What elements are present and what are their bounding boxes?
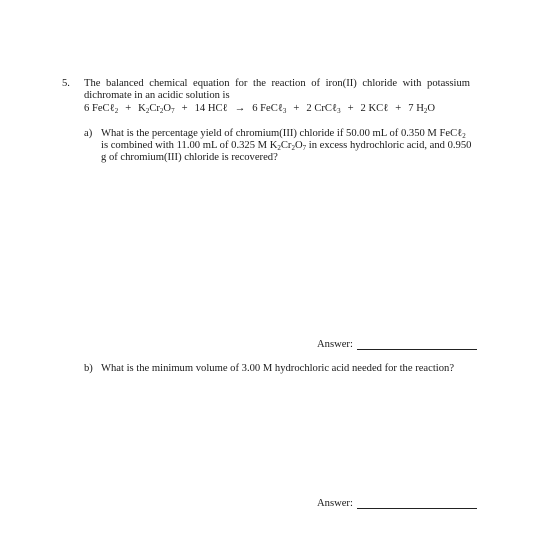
part-b-answer-label: Answer: [317, 498, 353, 509]
part-b-text: What is the minimum volume of 3.00 M hydrochloric acid needed for the reaction? [101, 363, 455, 374]
part-a-line1: What is the percentage yield of chromium(III) chloride if 50.00 mL of 0.350 M FeCℓ$_2$ [101, 128, 466, 140]
equation-term: 2 CrCℓ$_3$ [306, 103, 341, 115]
equation-term: 7 $H_2O$ [408, 103, 436, 115]
equation-term: 6 FeCℓ$_2$ [84, 103, 119, 115]
equation-term: 6 FeCℓ$_3$ [252, 103, 287, 115]
plus-sign: + [293, 103, 300, 114]
plus-sign: + [181, 103, 188, 114]
balanced-equation [84, 103, 442, 115]
part-a-line2: is combined with 11.00 mL of 0.325 M $K_2Cr_2O_7$ in excess hydrochloric acid, and 0.950 [101, 140, 472, 152]
reaction-arrow: → [234, 103, 246, 114]
plus-sign: + [125, 103, 132, 114]
equation-term: 14 HCℓ [194, 103, 228, 114]
part-a-answer-field[interactable] [357, 349, 477, 350]
part-a-label: a) [84, 128, 93, 139]
problem-number: 5. [62, 78, 70, 89]
plus-sign: + [395, 103, 402, 114]
part-a-answer-label: Answer: [317, 339, 353, 350]
part-b-answer-field[interactable] [357, 508, 477, 509]
part-b-label: b) [84, 363, 93, 374]
problem-intro-line1: The balanced chemical equation for the reaction of iron(II) chloride with potassium [84, 78, 470, 89]
equation-term: 2 KCℓ [360, 103, 389, 114]
equation-term: $K_2Cr_2O_7$ [138, 103, 175, 115]
part-a-line3: g of chromium(III) chloride is recovered? [101, 152, 278, 163]
plus-sign: + [347, 103, 354, 114]
problem-intro-line2: dichromate in an acidic solution is [84, 90, 230, 101]
